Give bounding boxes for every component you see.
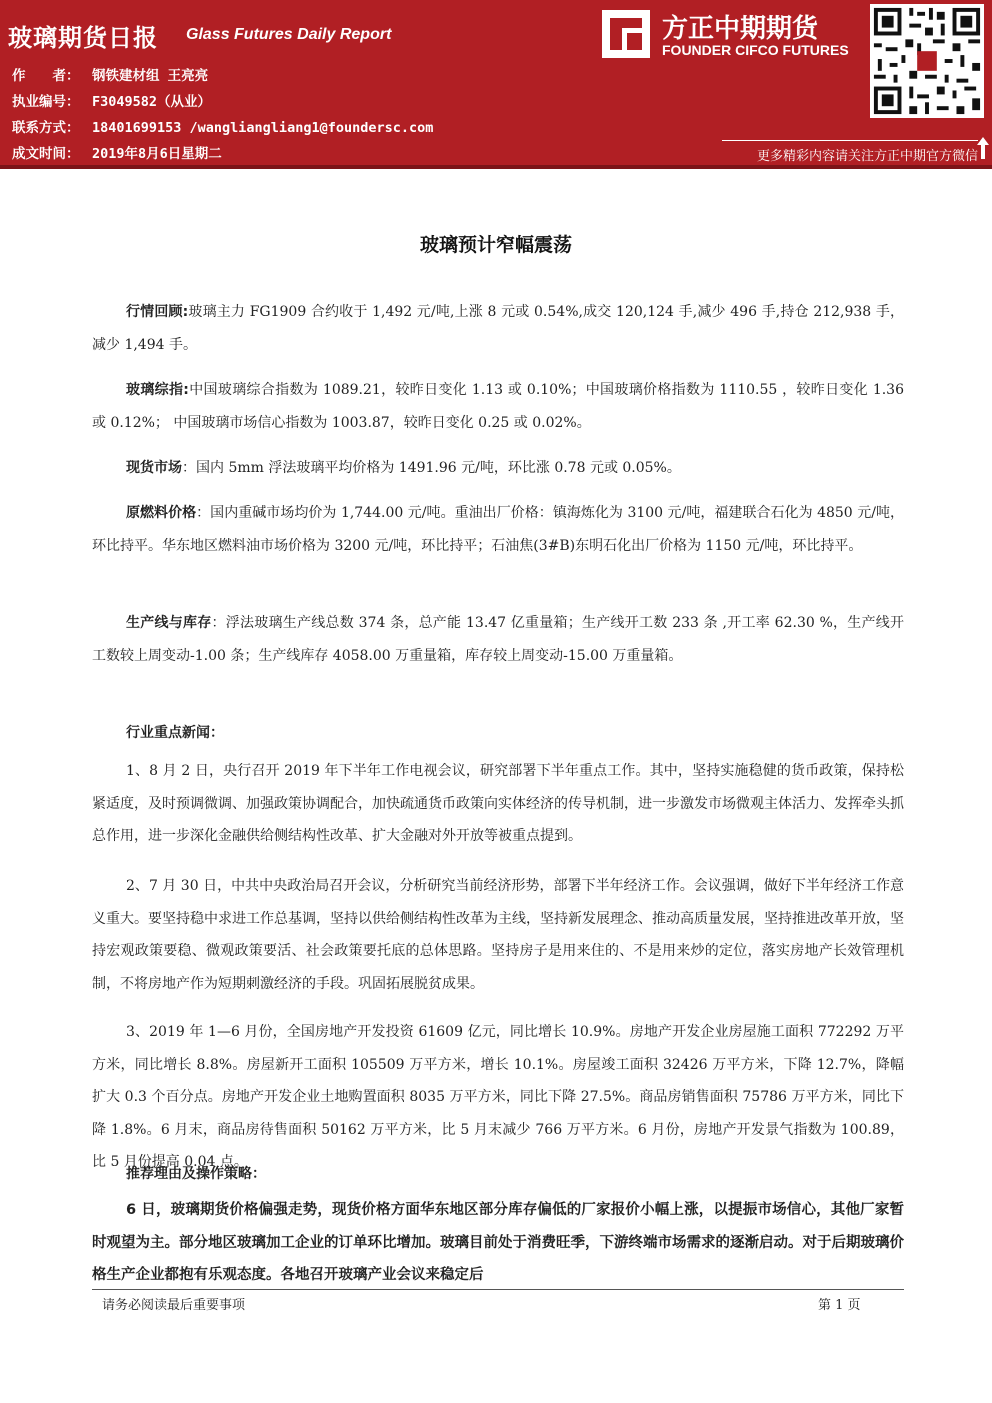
news-heading: 行业重点新闻： [126, 725, 224, 741]
paragraph-lead: 玻璃综指: [126, 382, 189, 398]
meta-value: 2019年8月6日星期二 [92, 146, 222, 162]
header-divider [0, 165, 992, 169]
paragraph-text: ：国内重碱市场均价为 1,744.00 元/吨。重油出厂价格：镇海炼化为 3100 元/吨，福建联合石化为 4850 元/吨，环比持平。华东地区燃料油市场价格为 3200 元/吨，环比持平；石油焦(3#B)东明石化出厂价格为 1150 元/吨，环比持平。 [92, 505, 905, 554]
meta-label: 成文时间： [12, 146, 80, 162]
follow-wechat-text: 更多精彩内容请关注方正中期官方微信 [756, 149, 978, 164]
market-review-paragraph [92, 296, 904, 361]
paragraph-lead: 生产线与库存 [126, 615, 212, 631]
founder-logo-icon [600, 8, 652, 60]
raw-fuel-paragraph [92, 497, 904, 562]
news-item: 2、7 月 30 日，中共中央政治局召开会议，分析研究当前经济形势，部署下半年经济工作。会议强调，做好下半年经济工作意义重大。要坚持稳中求进工作总基调，坚持以供给侧结构性改革为主线，坚持新发展理念、推动高质量发展，坚持推进改革开放，坚持宏观政策要稳、微观政策要活、社会政策要托底的总体思路。坚持房子是用来住的、不是用来炒的定位，落实房地产长效管理机制，不将房地产作为短期刺激经济的手段。巩固拓展脱贫成果。 [92, 878, 904, 992]
paragraph-text: 玻璃主力 FG1909 合约收于 1,492 元/吨,上涨 8 元或 0.54%,成交 120,124 手,减少 496 手,持仓 212,938 手，减少 1,494 手。 [92, 304, 904, 353]
strategy-paragraph: 6 日，玻璃期货价格偏强走势，现货价格方面华东地区部分库存偏低的厂家报价小幅上涨，以提振市场信心，其他厂家暂时观望为主。部分地区玻璃加工企业的订单环比增加。玻璃目前处于消费旺季，下游终端市场需求的逐渐启动。对于后期玻璃价格生产企业都抱有乐观态度。各地召开玻璃产业会议来稳定后 [92, 1202, 904, 1283]
qr-code-icon [870, 4, 984, 118]
meta-label: 作 者： [12, 68, 80, 84]
follow-underline [722, 140, 978, 141]
meta-value: 钢铁建材组 王亮亮 [92, 68, 209, 84]
meta-date [12, 142, 222, 162]
news-item: 3、2019 年 1—6 月份，全国房地产开发投资 61609 亿元，同比增长 10.9%。房地产开发企业房屋施工面积 772292 万平方米，同比增长 8.8%。房屋新开工面积 105509 万平方米，增长 10.1%。房屋竣工面积 32426 万平方米，下降 12.7%，降幅扩大 0.3 个百分点。房地产开发企业土地购置面积 8035 万平方米，同比下降 27.5%。商品房销售面积 75786 万平方米，同比下降 1.8%。6 月末，商品房待售面积 50162 万平方米，比 5 月末减少 766 万平方米。6 月份，房地产开发景气指数为 100.89，比 5 月份提高 0.04 点。 [92, 1024, 904, 1170]
paragraph-text: ：浮法玻璃生产线总数 374 条，总产能 13.47 亿重量箱；生产线开工数 233 条 ,开工率 62.30 %，生产线开工数较上周变动-1.00 条；生产线库存 4058.00 万重量箱，库存较上周变动-15.00 万重量箱。 [92, 615, 905, 664]
strategy-heading: 推荐理由及操作策略： [126, 1166, 266, 1182]
company-logo [600, 6, 860, 66]
logo-text-en: FOUNDER CIFCO FUTURES [662, 42, 849, 58]
glass-index-paragraph [92, 374, 904, 439]
meta-label: 执业编号： [12, 94, 80, 110]
meta-author [12, 64, 208, 84]
meta-contact [12, 116, 433, 136]
paragraph-lead: 行情回顾: [126, 304, 189, 320]
paragraph-text: 中国玻璃综合指数为 1089.21，较昨日变化 1.13 或 0.10%；中国玻璃价格指数为 1110.55 ，较昨日变化 1.36 或 0.12%； 中国玻璃市场信心指数为 1003.87，较昨日变化 0.25 或 0.02%。 [92, 382, 904, 431]
meta-value: 18401699153 /wangliangliang1@foundersc.com [92, 120, 434, 136]
paragraph-lead: 原燃料价格 [126, 505, 197, 521]
paragraph-lead: 现货市场 [126, 460, 182, 476]
production-inventory-paragraph [92, 607, 904, 672]
page-title: 玻璃预计窄幅震荡 [419, 234, 572, 256]
meta-label: 联系方式： [12, 120, 80, 136]
spot-market-paragraph [92, 452, 904, 485]
paragraph-text: ：国内 5mm 浮法玻璃平均价格为 1491.96 元/吨，环比涨 0.78 元或 0.05%。 [182, 460, 681, 476]
logo-text-cn: 方正中期期货 [662, 14, 819, 44]
report-title-en: Glass Futures Daily Report [186, 26, 392, 43]
news-item: 1、8 月 2 日，央行召开 2019 年下半年工作电视会议，研究部署下半年重点工作。其中，坚持实施稳健的货币政策，保持松紧适度，及时预调微调、加强政策协调配合，加快疏通货币政策向实体经济的传导机制，进一步激发市场微观主体活力、发挥牵头抓总作用，进一步深化金融供给侧结构性改革、扩大金融对外开放等被重点提到。 [92, 763, 904, 844]
footer-disclaimer: 请务必阅读最后重要事项 [102, 1298, 246, 1313]
page-number: 第 1 页 [818, 1298, 861, 1313]
footer-divider [92, 1289, 904, 1290]
meta-value: F3049582（从业） [92, 94, 212, 110]
report-title-cn: 玻璃期货日报 [8, 24, 158, 52]
meta-license [12, 90, 211, 110]
up-arrow-icon [976, 136, 990, 160]
